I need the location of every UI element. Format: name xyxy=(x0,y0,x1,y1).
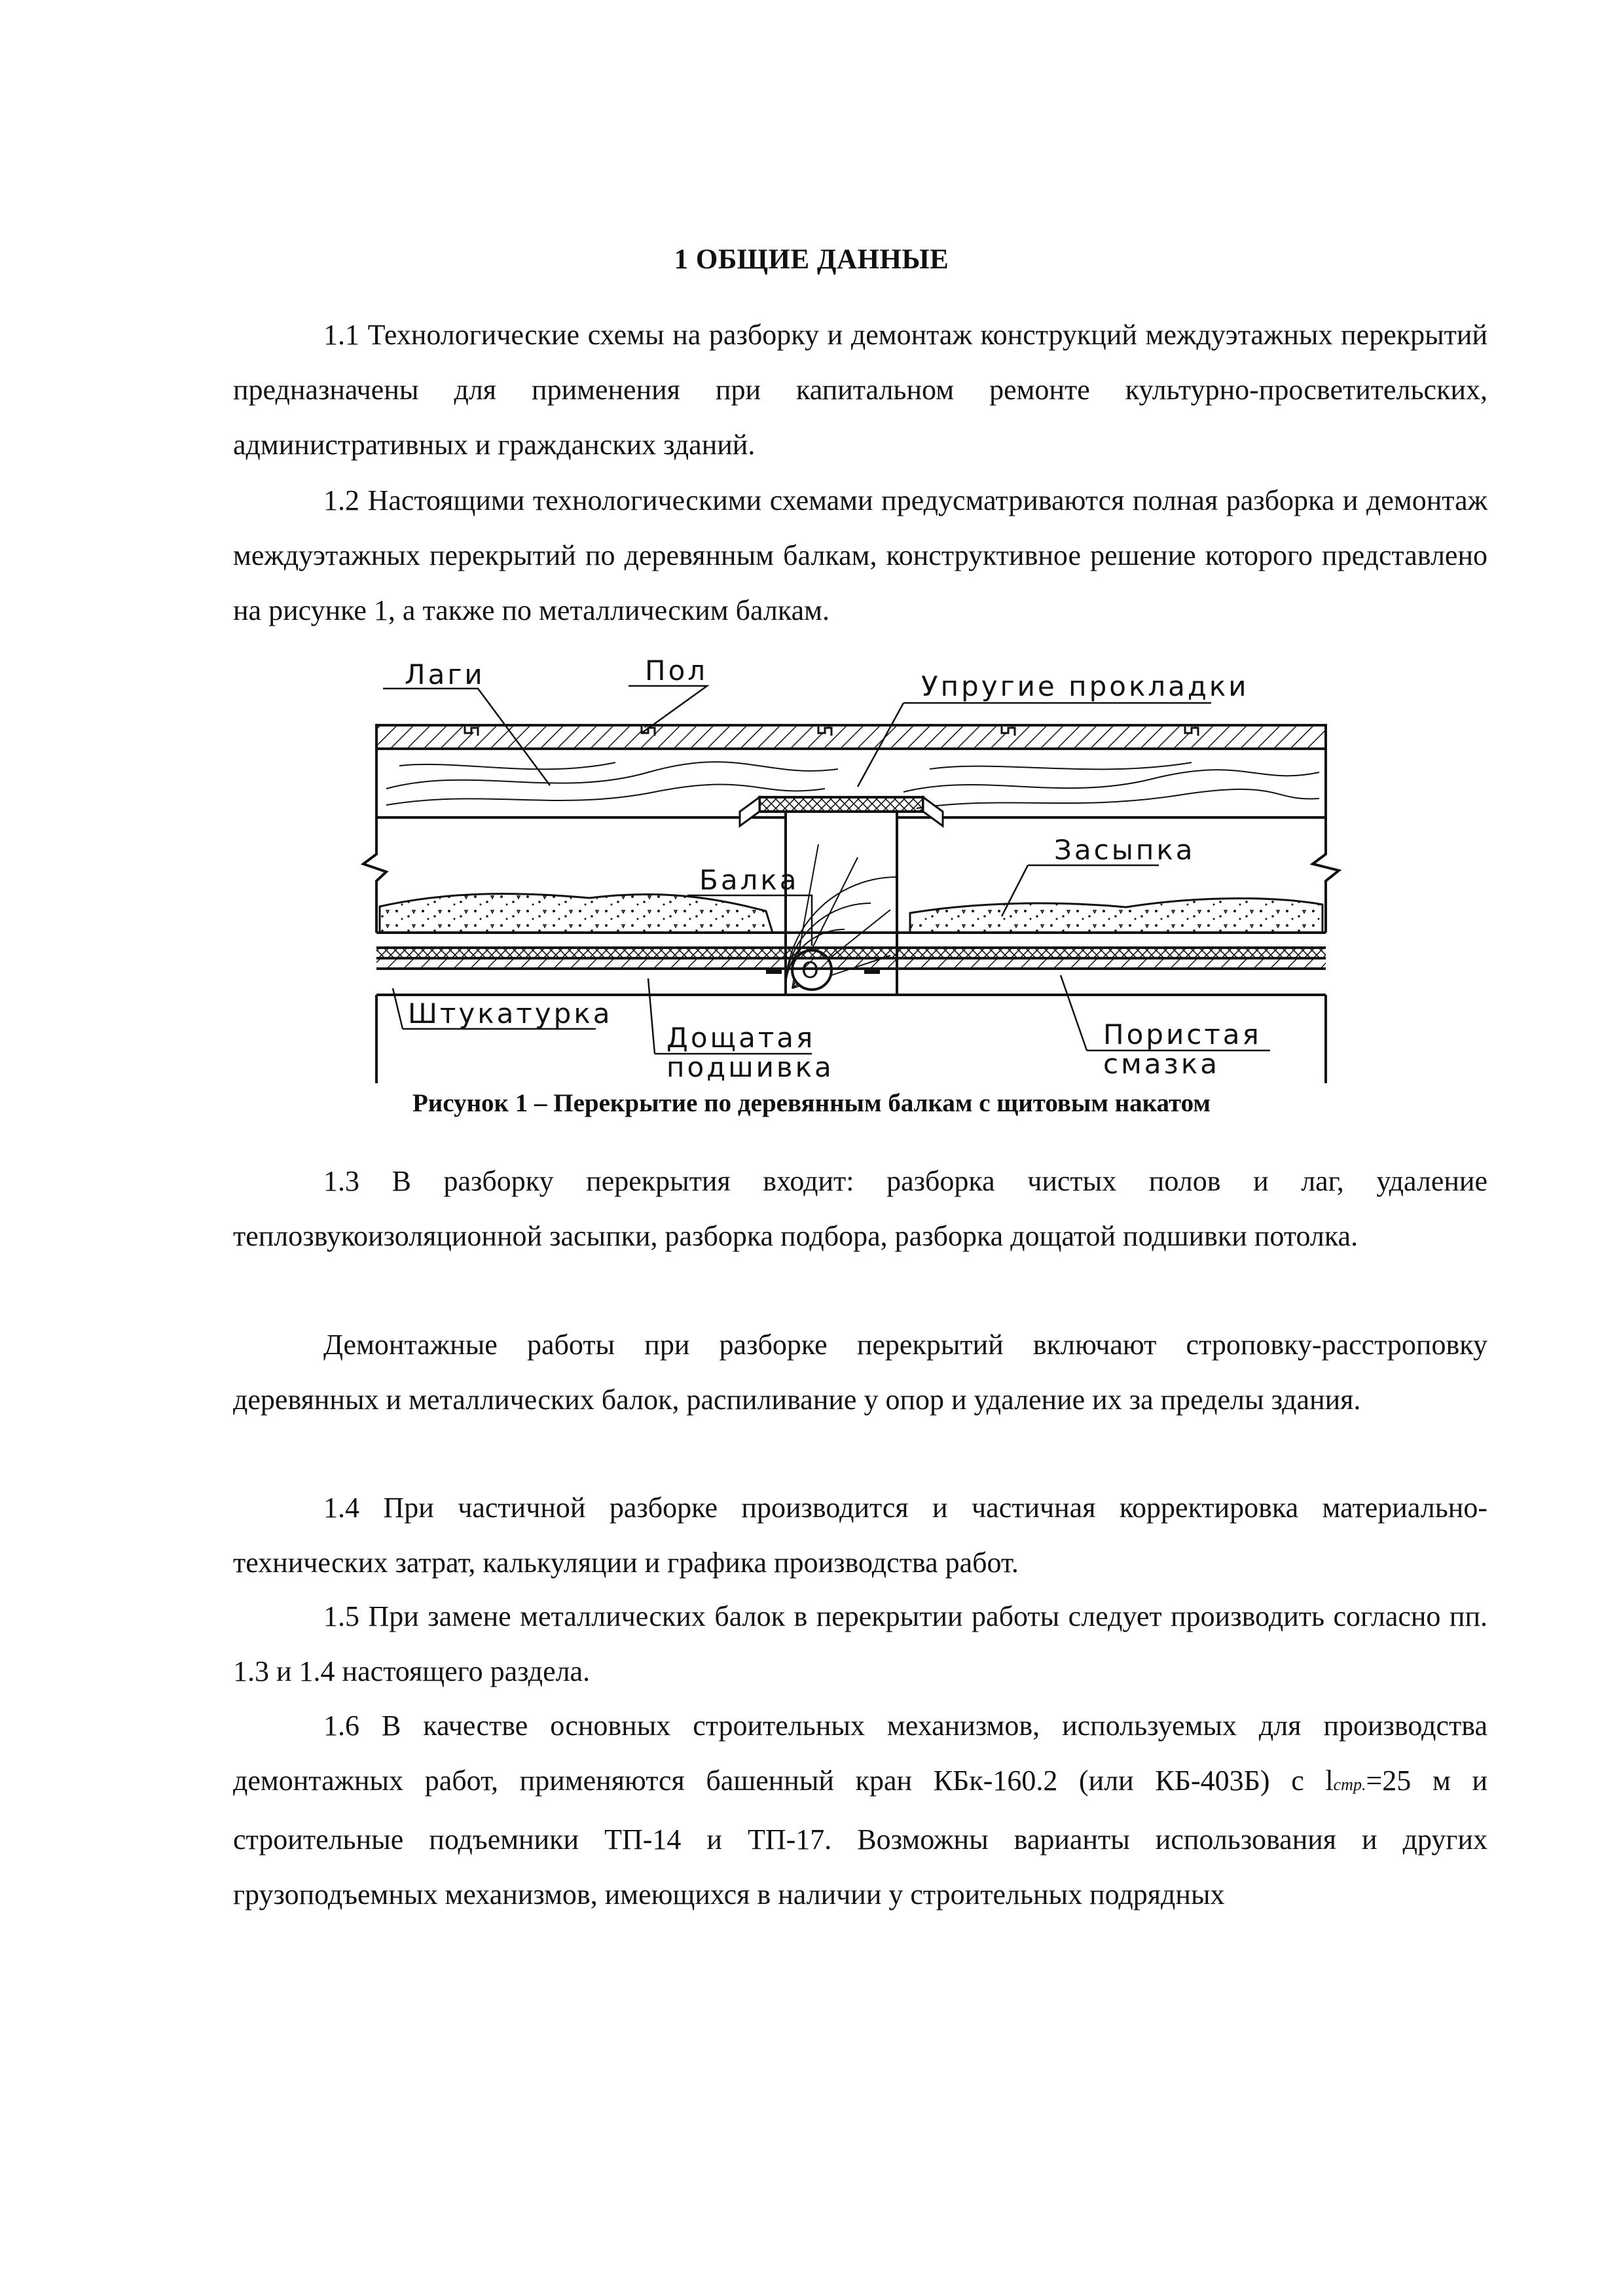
label-plaster: Штукатурка xyxy=(408,997,613,1030)
label-joists: Лаги xyxy=(405,658,485,691)
paragraph-1-2-text: 1.2 Настоящими технологическими схемами предусматриваются полная разборка и демонтаж междуэтажных перекрытий по деревянным балкам, конструктивное решение которого представлено на рисунке 1, а также по металлическим балкам. xyxy=(233,484,1487,626)
label-beam: Балка xyxy=(699,864,799,896)
paragraph-1-6-text-a: 1.6 В качестве основных строительных механизмов, используемых для производства демонтажных работ, применяются башенный кран КБк-160.2 (или КБ-403Б) с xyxy=(233,1710,1487,1797)
paragraph-1-1 xyxy=(233,308,1487,473)
label-board-sheathing-1: Дощатая xyxy=(666,1022,816,1054)
paragraph-1-3-text: 1.3 В разборку перекрытия входит: разборка чистых полов и лаг, удаление теплозвукоизоляционной засыпки, разборка подбора, разборка дощатой подшивки потолка. xyxy=(233,1165,1487,1252)
paragraph-1-4-text: 1.4 При частичной разборке производится и частичная корректировка материально-технических затрат, калькуляции и графика производства работ. xyxy=(233,1492,1487,1579)
label-porous-2: смазка xyxy=(1103,1048,1220,1080)
label-porous-1: Пористая xyxy=(1103,1018,1262,1050)
paragraph-1-1-text: 1.1 Технологические схемы на разборку и демонтаж конструкций междуэтажных перекрытий предназначены для применения при капитальном ремонте культурно-просветительских, административных и гражданских зданий. xyxy=(233,319,1487,461)
paragraph-1-5-text: 1.5 При замене металлических балок в перекрытии работы следует производить согласно пп. 1.3 и 1.4 настоящего раздела. xyxy=(233,1600,1487,1687)
label-elastic-pads: Упругие прокладки xyxy=(921,670,1249,702)
figure-floor-section xyxy=(340,648,1362,1093)
paragraph-1-5 xyxy=(233,1589,1487,1699)
paragraph-1-6 xyxy=(233,1698,1487,1922)
paragraph-dismantling xyxy=(233,1318,1487,1427)
paragraph-1-2 xyxy=(233,473,1487,638)
paragraph-dismantling-text: Демонтажные работы при разборке перекрытий включают строповку-расстроповку деревянных и металлических балок, распиливание у опор и удаление их за пределы здания. xyxy=(233,1329,1487,1416)
paragraph-1-4 xyxy=(233,1480,1487,1590)
floor-boards xyxy=(376,725,1326,749)
paragraph-1-6-text-b: =25 м и строительные подъемники ТП-14 и ТП-17. Возможны варианты использования и других грузоподъемных механизмов, имеющихся в наличии у строительных подрядных xyxy=(233,1765,1487,1910)
paragraph-1-3 xyxy=(233,1154,1487,1264)
label-o1: О xyxy=(801,958,819,984)
section-heading: 1 ОБЩИЕ ДАННЫЕ xyxy=(674,244,949,275)
label-board-sheathing-2: подшивка xyxy=(666,1051,834,1083)
crane-reach-subscript: стр. xyxy=(1333,1775,1366,1794)
label-floor: Пол xyxy=(645,655,708,687)
label-backfill: Засыпка xyxy=(1054,834,1195,866)
crane-reach-symbol: l xyxy=(1325,1765,1334,1797)
figure-caption: Рисунок 1 – Перекрытие по деревянным балкам с щитовым накатом xyxy=(412,1089,1211,1117)
